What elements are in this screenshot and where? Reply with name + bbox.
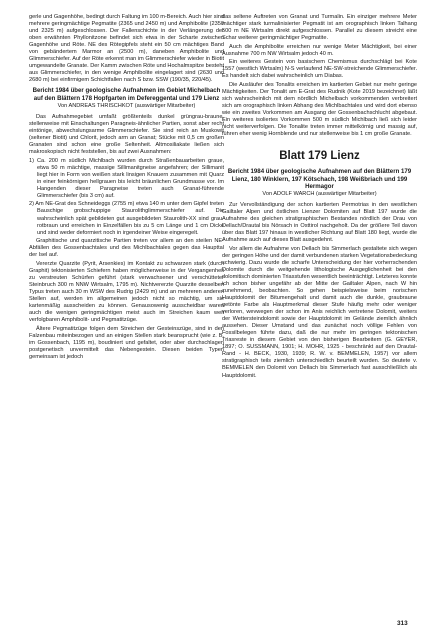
report-author: Von ADOLF WARCH (auswärtiger Mitarbeiter) [262, 190, 377, 197]
report-author: Von ANDREAS THRISCHKOT (auswärtiger Mitarbeiter) [57, 102, 196, 109]
paragraph: Vererzte Quarzite (Pyrit, Arsenkies) im Kontakt zu schwarzen stark (durch Graphit) tektonisierten Schiefern haben möglicherweise in der Vergangenheit zu verstreuten Schürfen geführt (stark verwachsener und verschütteter Steinbruch 300 m NNW Wirtsalm, 1795 m). Nichtvererzte Quarzite desselben Typus treten auch 30 m WSW des Rudrig (2429 m) und an mehreren anderen Stellen auf, werden im allgemeinen jedoch nicht so mächtig, um sie kartenmäßig ausscheiden zu können. Genausowenig ausscheidbar waren auch die wenigen geringmächtigen meist auch im Streichen kaum weit verfolgbaren Amphibolit- und Pegmatitzüge. [29, 260, 224, 324]
sheet-heading: Blatt 179 Lienz [279, 150, 360, 163]
list-item: 2) Am NE-Grat des Schneideggs (2755 m) etwa 140 m unter dem Gipfel treten Bauschige grobschuppige Staurolithglimmerschiefer auf. Die wahrscheinlich spät gebildeten gut ausgebildeten Staurolith-XX sind grau-rotbraun und erreichen in Einzelfällen bis zu 5 cm Länge und 1 cm Dicke und sind weder deformiert noch in irgendeiner Weise eingeregelt. [29, 201, 224, 236]
paragraph: gerle und Gagenhöhe, bedingt durch Faltung im 100 m-Bereich. Auch hier sind mehrere geringmächtige Pegmatite (2365 und 2450 m) und Amphibolite (2350 und 2325 m) aufgeschlossen. Der Fallenschichte in der Verlängerung der oben erwähnten Phyllonitzone befindet sich etwa in der Scharte zwischen Gagenhöhe und Röte. NE des Rötegipfels steht ein 50 cm mächtiges Band von gebändertem Marmor an (2500 m), daneben Amphibolite und Glimmerschiefer. Auf der Röte erkennt man im Glimmerschiefer wieder in Biotit umgewandelte Granate. Der Kamm zwischen Röte und Hochalmspitze besteht aus Glimmerschiefer, in den wenige Amphibolite eingelagert sind (2630 und 2680 m) bei einfirmigem Schichtfallen nach S bzw. SSW (190/35, 220/45). [29, 14, 224, 84]
paragraph: Zur Vervollständigung der schon kartierten Permotrias in den westlichen Gailtaler Alpen und östlichen Lienzer Dolomiten auf Blatt 197 wurde die Aufnahme des gleichen stratigraphischen Bestandes nördlich der Drau von Dellach/Drautal bis Nörsach in Osttirol nachgeholt. Da der größere Teil davon über das Blatt 197 hinaus in westlicher Richtung auf Blatt 180 liegt, wurde die Aufnahme auch auf dieses Blatt ausgedehnt. [222, 201, 417, 244]
right-column [222, 14, 417, 381]
paragraph: Das Aufnahmegebiet umfaßt größtenteils dunkel grüngrau-braune, stellenweise mit Einschaltungen Paragneis-ähnlicher Partien, sonst aber recht eintönige, abwechslungsarme Glimmerschiefer. Sie sind reich an Muskowit (seltener Biotit) und Chlorit, jedoch arm an Granat; Stücke mit 0,5 cm großen Granaten sind schon eine große Seltenheit. Altmosiliakate ließen sich makroskopisch nicht feststellen, bis auf zwei Ausnahmen: [29, 113, 224, 156]
paragraph: das seltene Auftreten von Granat und Turmalin. Ein einziger mehrere Meter mächtiger stark turmalinisierter Pegmatit ist am orographisch linken Talhang 500 m NE Wirtsalm direkt aufgeschlossen. Parallel zu diesem streicht eine Schar weiterer geringmächtiger Pegmatite. [222, 14, 417, 42]
report-heading: Bericht 1984 über geologische Aufnahmen auf den Blättern 179 Lienz, 180 Winklern, 197 Kötschach, 198 Weißbriach und 199 Hermagor [227, 168, 412, 190]
report-heading: Bericht 1984 über geologische Aufnahmen im Gebiet Michelbach auf den Blättern 178 Hopfgarten im Defereggental und 179 Lienz [32, 87, 221, 102]
list-item: 1) Ca. 200 m südlich Michlbach wurden durch Straßenbauarbeiten graue, etwa 50 m mächtige, massige Sillimanitgneise angefahren; der Sillimanit liegt hier in Form von weißen stark linsigen Knauern zusammen mit Quarz in einer feinkörnigen hellgrauen bis leicht bräunlichen Grundmasse vor. Im Hangenden dieser Paragneise treten auch Granat-führende Glimmerschiefer (bis 3 cm) auf. [29, 157, 224, 199]
paragraph: Graphitische und quarzitische Partien treten vor allem an den steilen NE-Abfällen des Gossenbachtales und des Michlbachtales gegen das Haupttal der Isel auf. [29, 238, 224, 259]
paragraph: Ein weiteres Gestein von basischem Chemismus durchschlägt bei Kote 1557 (westlich Wirtsalm) N-S verlaufend NE-SW-streichende Glimmerschiefer. Es handelt sich dabei wahrscheinlich um Diabas. [222, 59, 417, 80]
left-column [29, 14, 224, 362]
page-number: 313 [397, 620, 408, 627]
paragraph: Vor allem die Aufnahme von Dellach bis Simmerlach gestaltete sich wegen der geringen Höhe und der damit verbundenen starken Vegetationsbedeckung schwierig. Dazu wurde die scharfe Unterscheidung der hier vorherrschenden Dolomite durch die weitgehende lithologische Ausgeglichenheit bei den dolomitisch dominierten Triasstufen wesentlich beeinträchtigt. Letzteres konnte ich schon bisher ungefähr ab der Mitte der Gailtaler Alpen, nach W hin zunehmend, beobachten. So gehen beispielsweise beim norischen Hauptdolomit der Bitumengehalt und damit auch die dunkle, graubraune getönte Farbe als Hauptmerkmal dieser Stufe häufig mehr oder weniger verloren, wevwegen der schon im Anis reichlich vertretene Dolomit, weiters der Wettersteindolomit sowie der Hauptdolomit im Gelände ziemlich ähnlich aussehen. Dieser Umstand und das zunächst noch völlige Fehlen von Fossilbelegen führte dazu, daß die nur mehr im geringen tektonischen Triasreste in diesem Gebiet von den bisherigen Bearbeitern (G. GEYER, 1897; O. SUSSMANN, 1901; H. MOHR, 1925 - beschränkt auf den Drautal-Rand - H. BECK, 1930, 1939; R. W. v. BEMMELEN, 1957) vor allem stratigraphisch teils ziemlich unterschiedlich beurteilt wurden. So deutete v. BEMMELEN den Dolomit von Dellach bis Simmerlach fast ausschließlich als Hauptdolomit. [222, 245, 417, 379]
paragraph: Die Ausläufer des Tonalits erreichen im kartierten Gebiet nur mehr geringe Mächtigkeiten. Der Tonalit am E-Grat des Rudnik (Kote 2019 bezeichnet) läßt sich wahrscheinlich mit dem nördlich Michelbach vorkommenden verbreitert sich am orographisch linken Abhang des Michlbachtales und wird dort ebenso wie ein zweites Vorkommen am Ausgang der Gossenbachschlucht abgebaut. Ein weiteres isoliertes Vorkommen 500 m südlich Michlbach ließ sich leider nicht weiterverfolgen. Die Tonalite treten immer mittelkörnig und massig auf, führen eher wenig Hornblende und nur stellenweise bis 1 cm große Granate. [222, 81, 417, 138]
paragraph: Ältere Pegmatitzüge folgen dem Streichen der Gesteinszüge, sind in den Falzenbau miteinbezogen und an einigen Stellen stark beansprucht (wie z. B. im Gossenbach, 1195 m), boudiniert und gefaltet, oder aber durchschlagen postgenetisch unvermittelt das Nebengestein. Diesen beiden Typen gemeinsam ist jedoch [29, 325, 224, 360]
paragraph: Auch die Amphibolite erreichen nur wenige Meter Mächtigkeit, bei einer Ausnahme 700 m NW Wirtsalm jedoch 40 m. [222, 43, 417, 57]
